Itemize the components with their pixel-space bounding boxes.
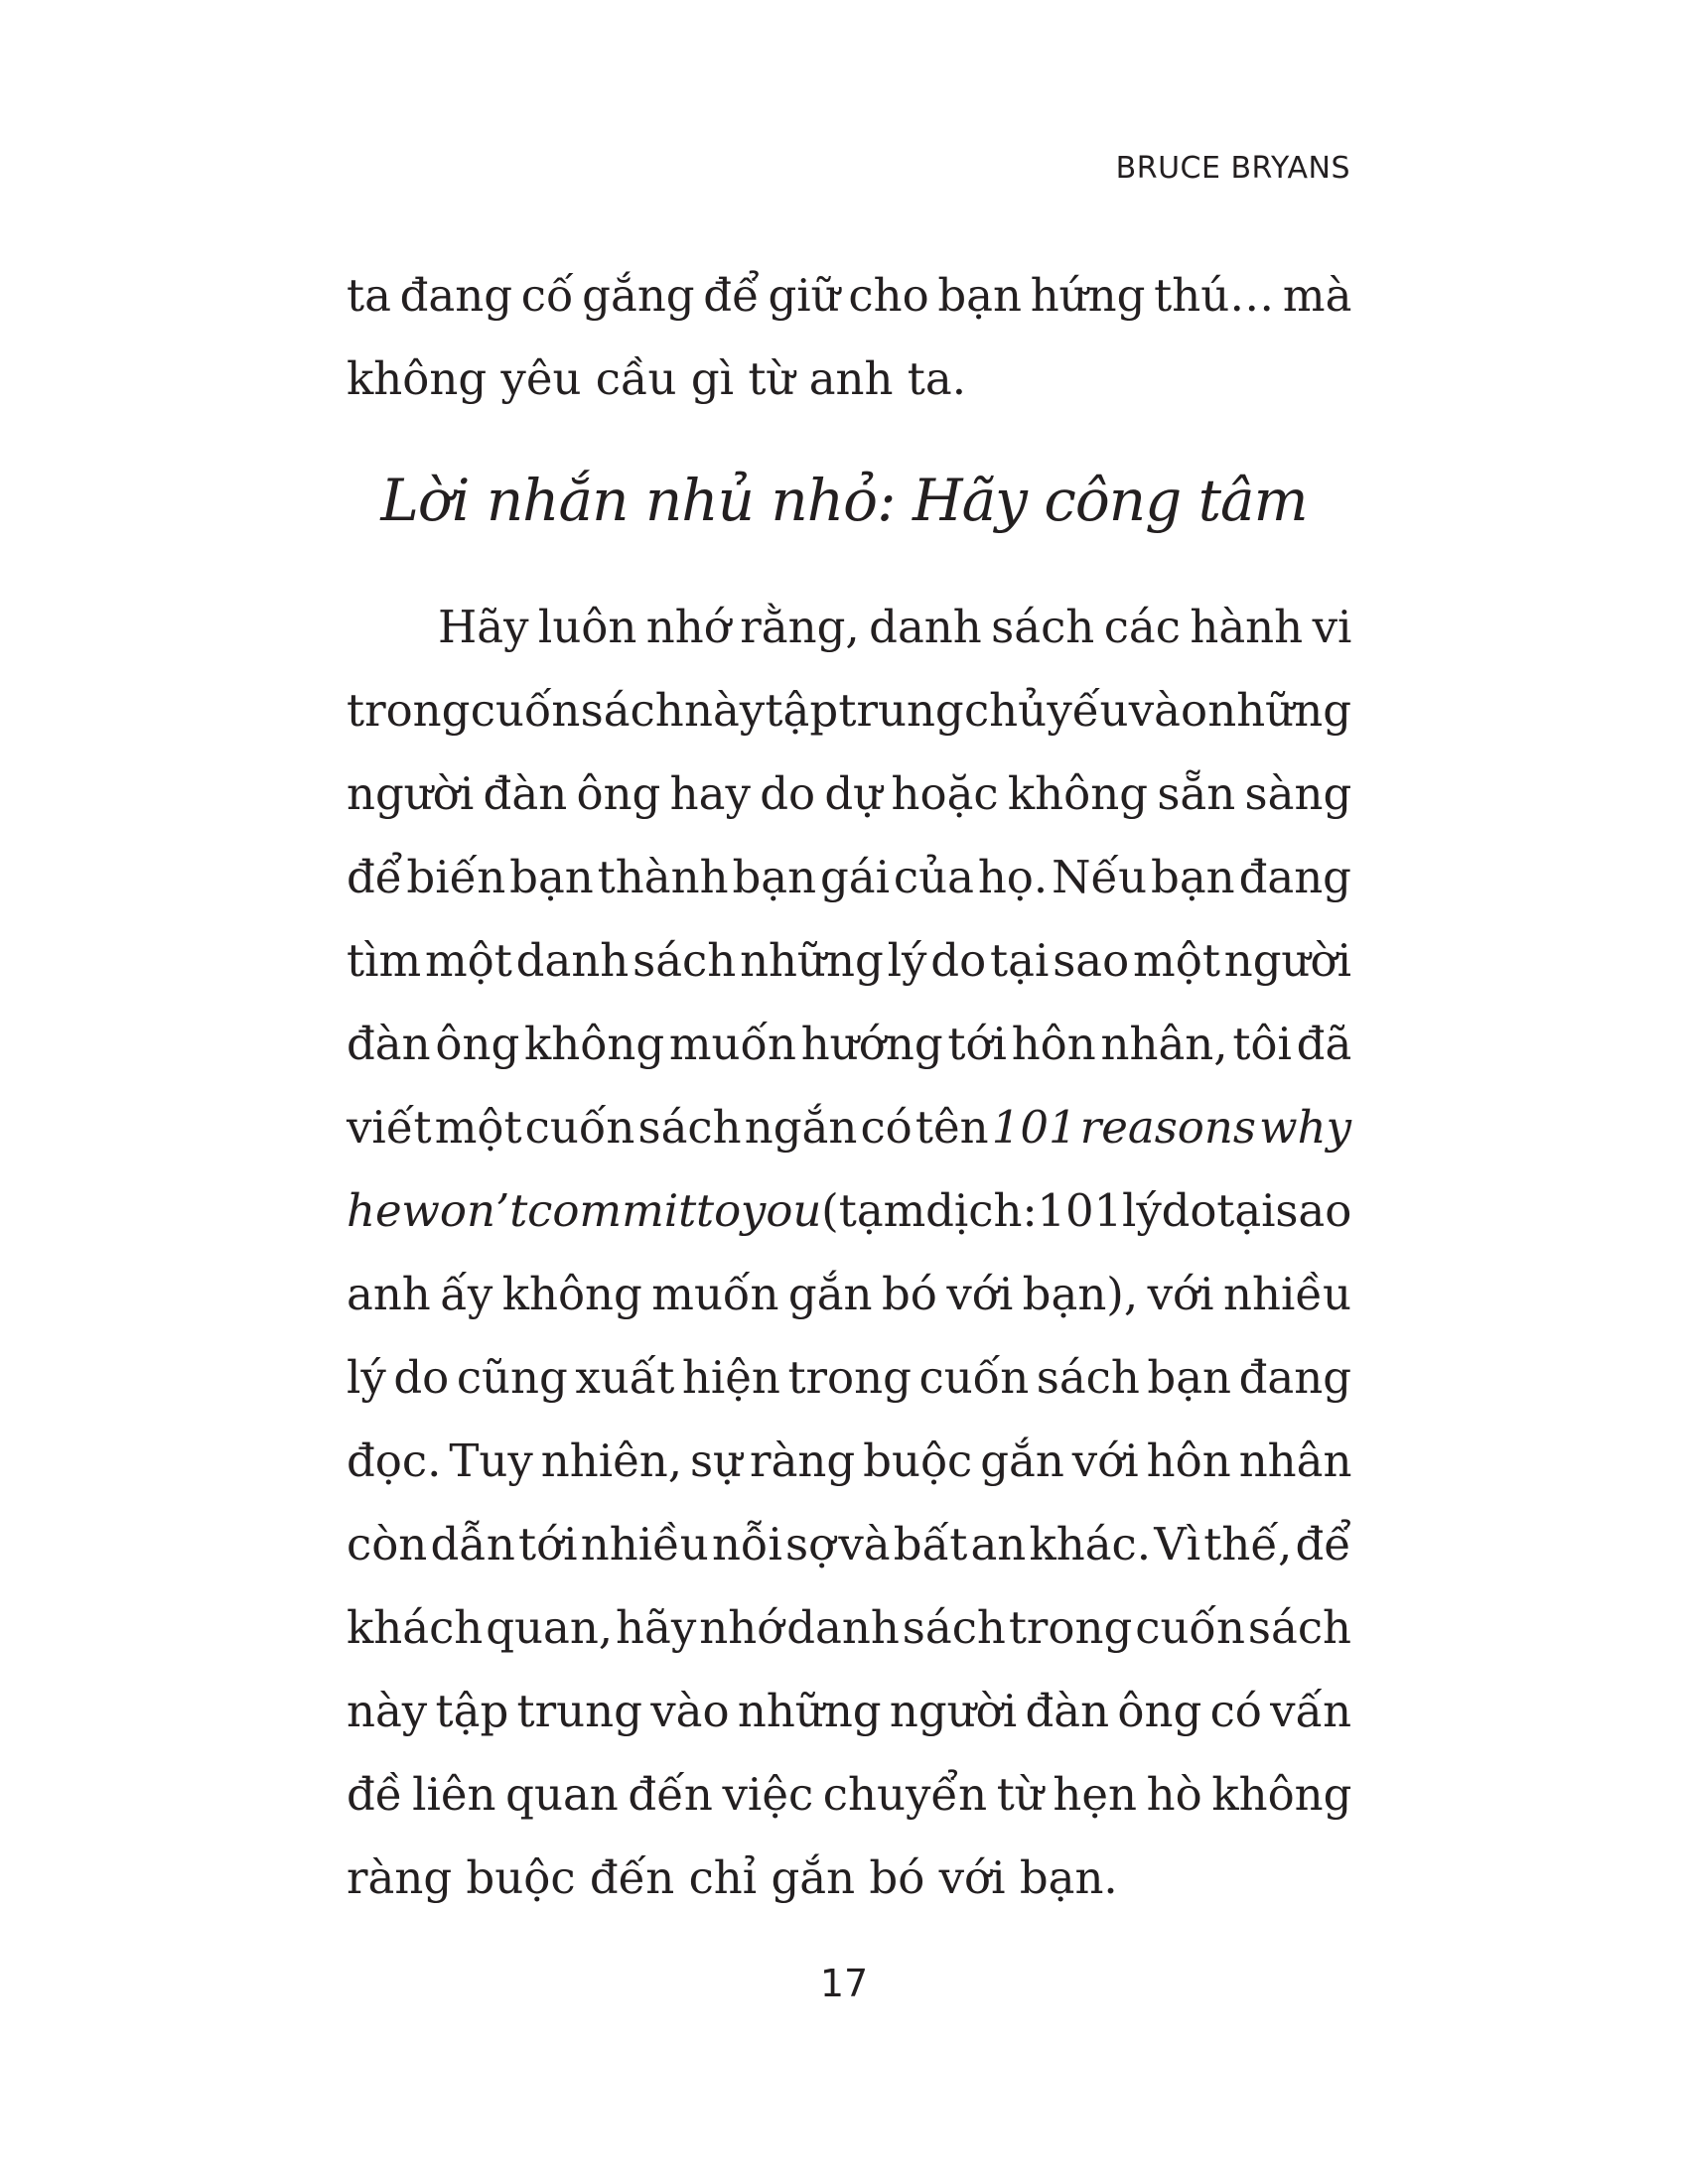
text-line: để biến bạn thành bạn gái của họ. Nếu bạn đang [347, 851, 1351, 903]
text-line: đề liên quan đến việc chuyển từ hẹn hò không [347, 1768, 1352, 1821]
text-line: lý do cũng xuất hiện trong cuốn sách bạn đang [347, 1351, 1351, 1404]
text-line: khách quan, hãy nhớ danh sách trong cuốn sách [347, 1601, 1351, 1654]
body-paragraph [347, 586, 1351, 1920]
text-line: này tập trung vào những người đàn ông có vấn [347, 1685, 1352, 1737]
text-line: không yêu cầu gì từ anh ta. [347, 352, 967, 405]
text-line: đàn ông không muốn hướng tới hôn nhân, tôi đã [347, 1018, 1352, 1070]
text-line-content: (tạm dịch: 101 lý do tại sao [821, 1184, 1352, 1237]
lead-paragraph [347, 254, 1351, 421]
text-line: ta đang cố gắng để giữ cho bạn hứng thú… mà [347, 269, 1352, 322]
book-title-italic: 101 reasons why [991, 1101, 1351, 1154]
page-number: 17 [819, 1962, 869, 2005]
section-heading: Lời nhắn nhủ nhỏ: Hãy công tâm [380, 467, 1308, 534]
text-line [347, 1169, 1351, 1253]
running-head-author: BRUCE BRYANS [1115, 151, 1350, 186]
text-line: ràng buộc đến chỉ gắn bó với bạn. [347, 1851, 1118, 1904]
text-line: đọc. Tuy nhiên, sự ràng buộc gắn với hôn nhân [347, 1434, 1352, 1487]
text-line: trong cuốn sách này tập trung chủ yếu vào những [347, 684, 1351, 737]
text-line [347, 586, 1351, 669]
text-line: tìm một danh sách những lý do tại sao một người [347, 934, 1351, 987]
text-line: còn dẫn tới nhiều nỗi sợ và bất an khác. Vì thế, để [347, 1518, 1351, 1570]
text-line: anh ấy không muốn gắn bó với bạn), với nhiều [347, 1268, 1351, 1320]
text-line: người đàn ông hay do dự hoặc không sẵn sàng [347, 767, 1352, 820]
text-line-content: Hãy luôn nhớ rằng, danh sách các hành vi [438, 601, 1352, 653]
book-title-italic: he won’t commit to you [347, 1184, 822, 1237]
text-line-content: viết một cuốn sách ngắn có tên [347, 1101, 992, 1154]
text-line [347, 1086, 1351, 1169]
